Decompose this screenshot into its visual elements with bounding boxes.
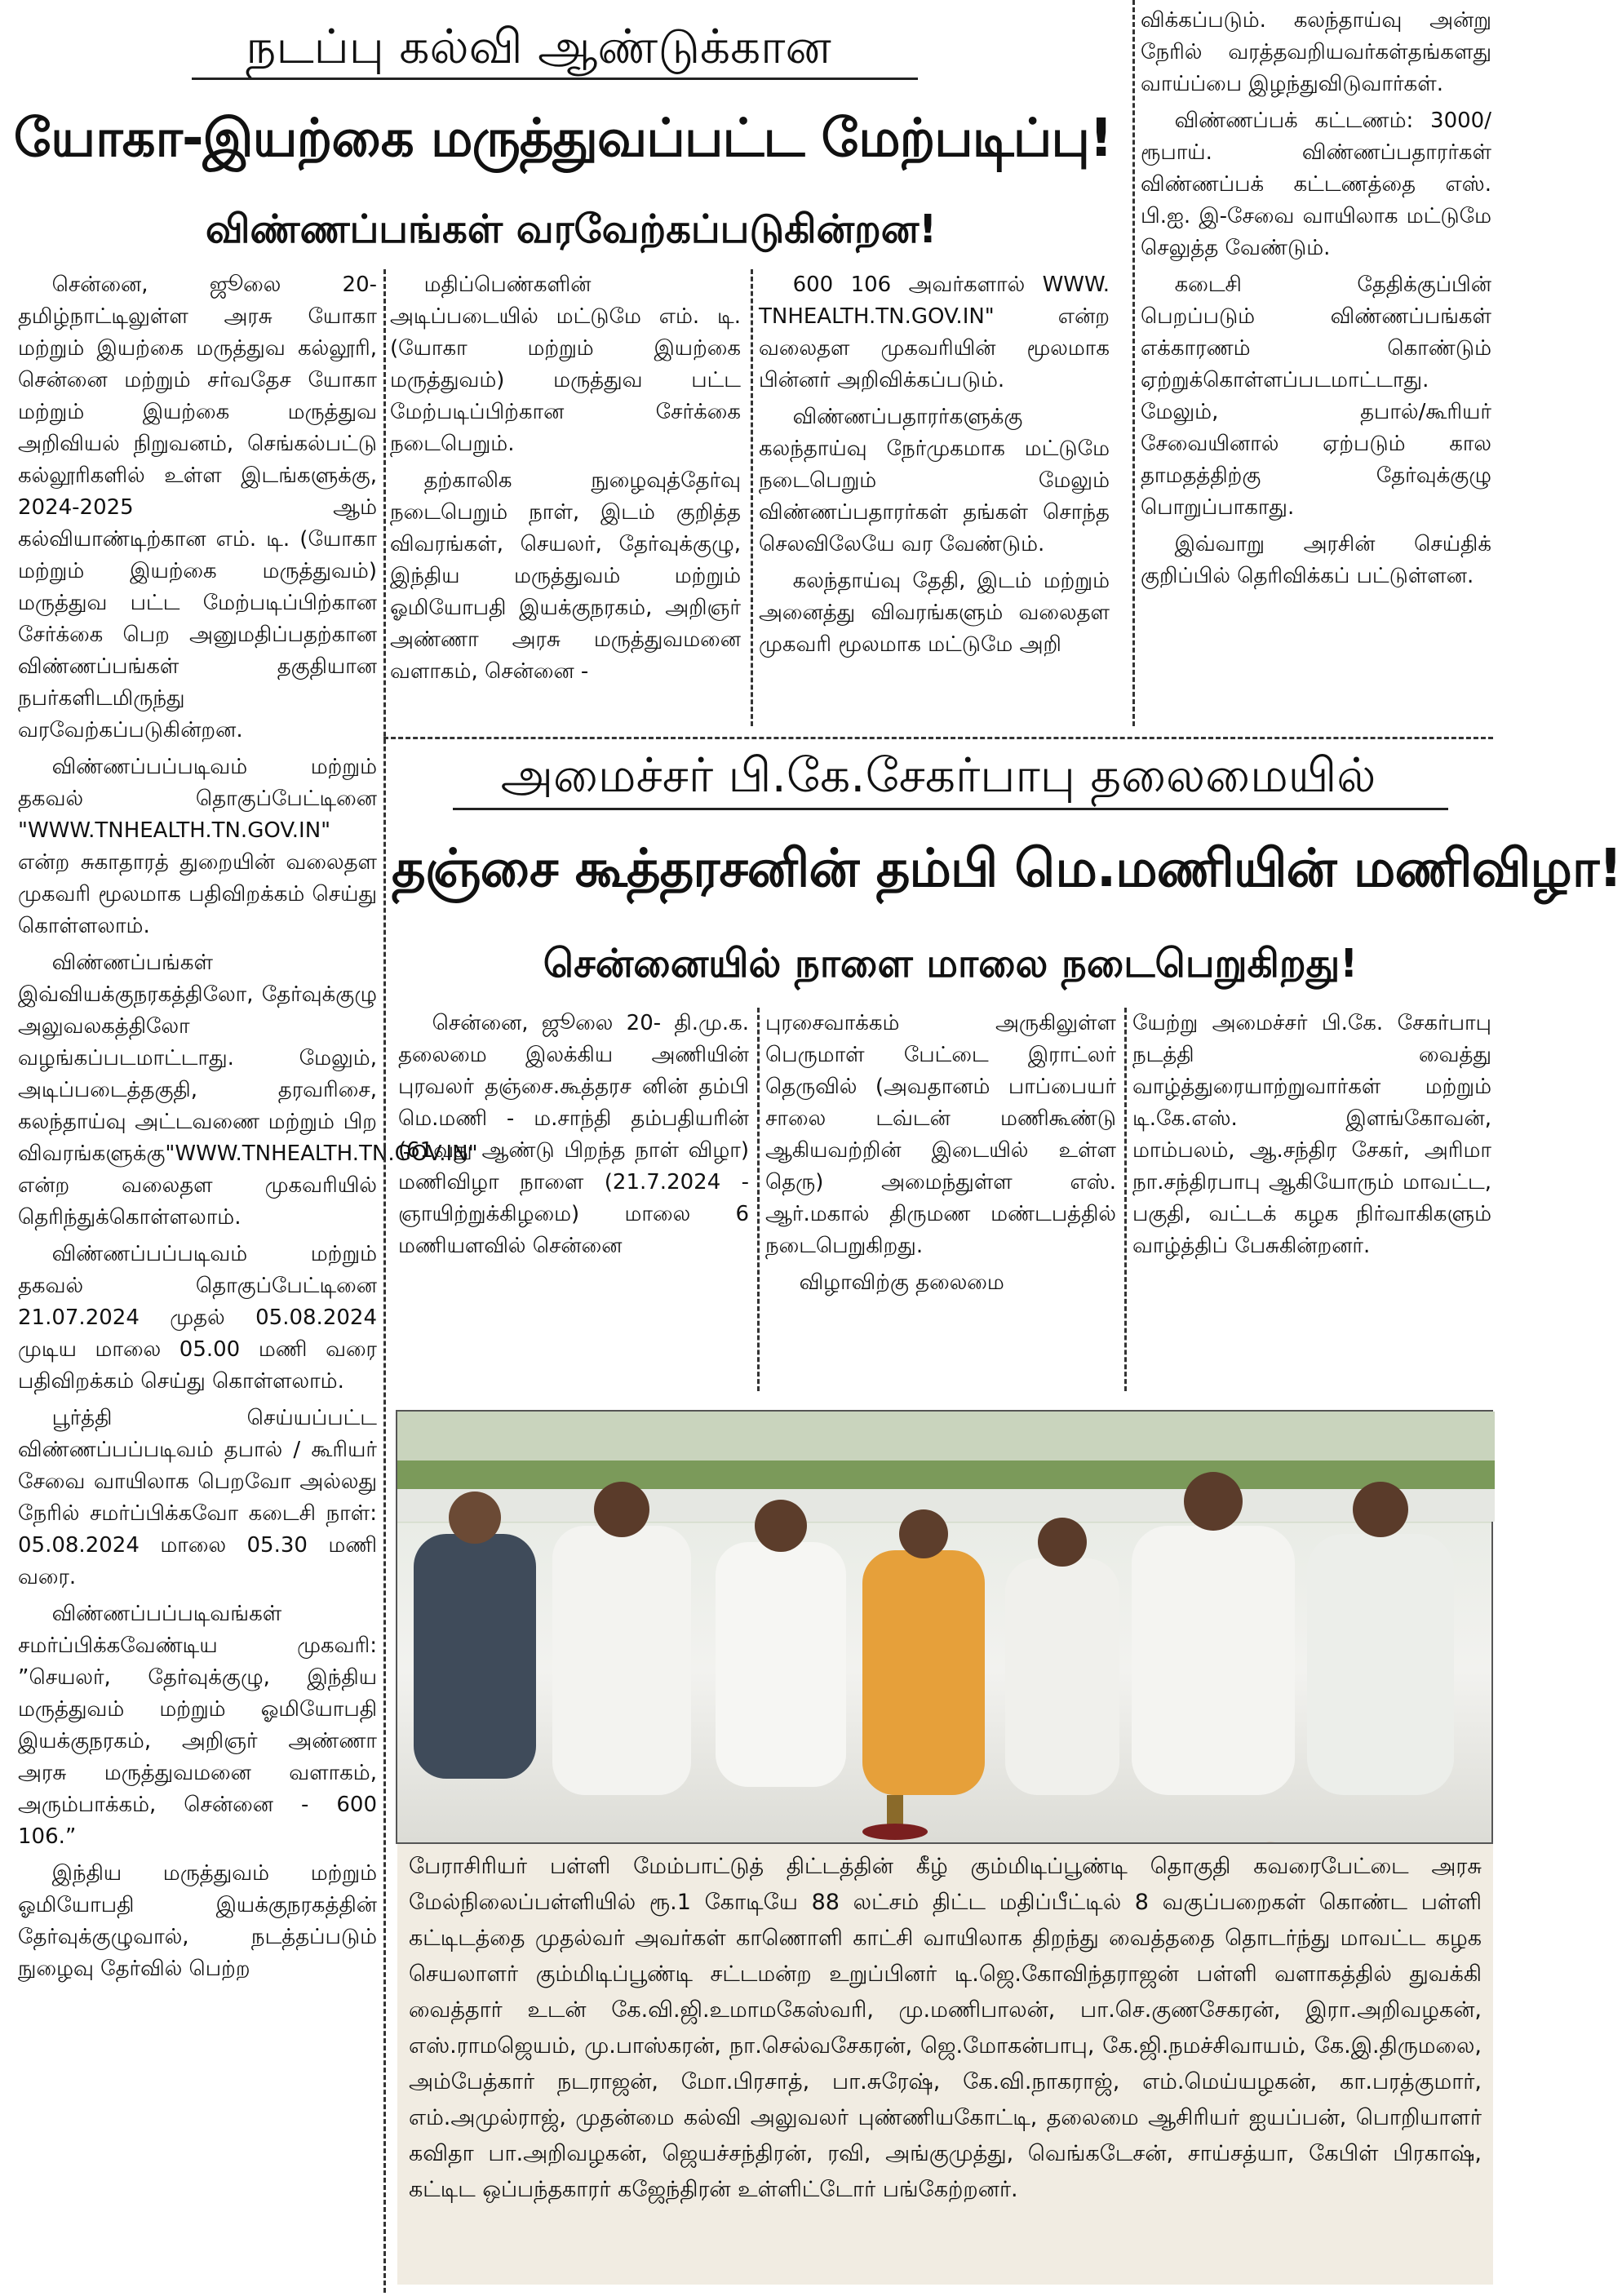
kicker-rule xyxy=(192,78,918,80)
article2-headline: தஞ்சை கூத்தரசனின் தம்பி மெ.மணியின் மணிவிழா! xyxy=(392,839,1622,899)
column-divider xyxy=(1132,0,1135,726)
column-divider xyxy=(757,1008,760,1391)
article1-column-3 xyxy=(759,269,1110,726)
article1-headline: யோகா-இயற்கை மருத்துவப்பட்ட மேற்படிப்பு! xyxy=(13,109,1113,169)
paragraph: தற்காலிக நுழைவுத்தேர்வு நடைபெறும் நாள், இடம் குறித்த விவரங்கள், செயலர், தேர்வுக்குழு, இந்திய மருத்துவம் மற்றும் ஓமியோபதி இயக்குநரகம், அறிஞர் அண்ணா அரசு மருத்துவமனை வளாகம், சென்னை - xyxy=(390,468,741,684)
paragraph: விக்கப்படும். கலந்தாய்வு அன்று நேரில் வரத்தவறியவர்கள்தங்களது வாய்ப்பை இழந்துவிடுவார்கள். xyxy=(1141,8,1491,96)
article2-column-2 xyxy=(765,1008,1116,1399)
paragraph: மதிப்பெண்களின் அடிப்படையில் மட்டுமே எம். டி. (யோகா மற்றும் இயற்கை மருத்துவம்) மருத்துவ பட்ட மேற்படிப்பிற்கான சேர்க்கை நடைபெறும். xyxy=(390,273,741,456)
paragraph: விண்ணப்பப்படிவம் மற்றும் தகவல் தொகுப்பேட்டினை 21.07.2024 முதல் 05.08.2024 முடிய மாலை 05.00 மணி வரை பதிவிறக்கம் செய்து கொள்ளலாம். xyxy=(18,1242,377,1394)
paragraph: சென்னை, ஜூலை 20- தி.மு.க. தலைமை இலக்கிய அணியின் புரவலர் தஞ்சை.கூத்தரச னின் தம்பி மெ.மணி - ம.சாந்தி தம்பதியரின் (61வது ஆண்டு பிறந்த நாள் விழா) மணிவிழா நாளை (21.7.2024 - ஞாயிற்றுக்கிழமை) மாலை 6 மணியளவில் சென்னை xyxy=(398,1011,749,1258)
paragraph: விழாவிற்கு தலைமை xyxy=(799,1270,1004,1295)
article1-subhead: விண்ணப்பங்கள் வரவேற்கப்படுகின்றன! xyxy=(205,206,937,252)
column-divider xyxy=(1124,1008,1127,1391)
paragraph: சென்னை, ஜூலை 20- தமிழ்நாட்டிலுள்ள அரசு யோகா மற்றும் இயற்கை மருத்துவ கல்லூரி, சென்னை மற்றும் சர்வதேச யோகா மற்றும் இயற்கை மருத்துவ அறிவியல் நிறுவனம், செங்கல்பட்டு கல்லூரிகளில் உள்ள இடங்களுக்கு, 2024-2025 ஆம் கல்வியாண்டிற்கான எம். டி. (யோகா மற்றும் இயற்கை மருத்துவம்) மருத்துவ பட்ட மேற்படிப்பிற்கான சேர்க்கை பெற அனுமதிப்பதற்கான விண்ணப்பங்கள் தகுதியான நபர்களிடமிருந்து வரவேற்கப்படுகின்றன. xyxy=(18,273,377,742)
paragraph: யேற்று அமைச்சர் பி.கே. சேகர்பாபு நடத்தி வைத்து வாழ்த்துரையாற்றுவார்கள் மற்றும் டி.கே.எஸ். இளங்கோவன், மாம்பலம், ஆ.சந்திர சேகர், அரிமா நா.சந்திரபாபு ஆகியோரும் மாவட்ட, பகுதி, வட்டக் கழக நிர்வாகிகளும் வாழ்த்திப் பேசுகின்றனர். xyxy=(1132,1011,1491,1258)
event-photo xyxy=(396,1410,1493,1844)
column-divider xyxy=(751,269,753,726)
paragraph: புரசைவாக்கம் அருகிலுள்ள பெருமாள் பேட்டை இராட்லர் தெருவில் (அவதானம் பாப்பையர் சாலை டவ்டன் மணிகூண்டு ஆகியவற்றின் இடையில் உள்ள தெரு) அமைந்துள்ள எஸ். ஆர்.மகால் திருமண மண்டபத்தில் நடைபெறுகிறது. xyxy=(765,1011,1116,1258)
kicker-rule xyxy=(453,808,1448,810)
photo-caption: பேராசிரியர் பள்ளி மேம்பாட்டுத் திட்டத்தின் கீழ் கும்மிடிப்பூண்டி தொகுதி கவரைபேட்டை அரசு மேல்நிலைப்பள்ளியில் ரூ.1 கோடியே 88 லட்சம் திட்ட மதிப்பீட்டில் 8 வகுப்பறைகள் கொண்ட பள்ளி கட்டிடத்தை முதல்வர் அவர்கள் காணொளி காட்சி வாயிலாக திறந்து வைத்ததை தொடர்ந்து மாவட்ட கழக செயலாளர் கும்மிடிப்பூண்டி சட்டமன்ற உறுப்பினர் டி.ஜெ.கோவிந்தராஜன் பள்ளி வளாகத்தில் துவக்கி வைத்தார் உடன் கே.வி.ஜி.உமாமகேஸ்வரி, மு.மணிபாலன், பா.செ.குணசேகரன், இரா.அறிவழகன், எஸ்.ராமஜெயம், மு.பாஸ்கரன், நா.செல்வசேகரன், ஜெ.மோகன்பாபு, கே.ஜி.நமச்சிவாயம், கே.இ.திருமலை, அம்பேத்கார் நடராஜன், மோ.பிரசாத், பா.சுரேஷ், கே.வி.நாகராஜ், எம்.மெய்யழகன், கா.பரத்குமார், எம்.அமுல்ராஜ், முதன்மை கல்வி அலுவலர் புண்ணியகோட்டி, தலைமை ஆசிரியர் ஐயப்பன், பொறியாளர் கவிதா பா.அறிவழகன், ஜெயச்சந்திரன், ரவி, அங்குமுத்து, வெங்கடேசன், சாய்சத்யா, கேபிள் பிரகாஷ், கட்டிட ஒப்பந்தகாரர் கஜேந்திரன் உள்ளிட்டோர் பங்கேற்றனர். xyxy=(397,1844,1493,2285)
paragraph: கடைசி தேதிக்குப்பின் பெறப்படும் விண்ணப்பங்கள் எக்காரணம் கொண்டும் ஏற்றுக்கொள்ளப்படமாட்டாது. மேலும், தபால்/கூரியர் சேவையினால் ஏற்படும் கால தாமதத்திற்கு தேர்வுக்குழு பொறுப்பாகாது. xyxy=(1141,273,1491,520)
article2-kicker: அமைச்சர் பி.கே.சேகர்பாபு தலைமையில் xyxy=(500,747,1376,803)
article1-column-2 xyxy=(390,269,741,726)
paragraph: இந்திய மருத்துவம் மற்றும் ஓமியோபதி இயக்குநரகத்தின் தேர்வுக்குழுவால், நடத்தப்படும் நுழைவு தேர்வில் பெற்ற xyxy=(18,1861,377,1981)
article1-column-1 xyxy=(18,269,478,2293)
paragraph: விண்ணப்பக் கட்டணம்: 3000/ ரூபாய். விண்ணப்பதாரர்கள் விண்ணப்பக் கட்டணத்தை எஸ். பி.ஐ. இ-சேவை வாயிலாக மட்டுமே செலுத்த வேண்டும். xyxy=(1141,109,1491,260)
column-divider xyxy=(383,269,386,2293)
event-photo-illustration xyxy=(397,1412,1495,1846)
paragraph: கலந்தாய்வு தேதி, இடம் மற்றும் அனைத்து விவரங்களும் வலைதள முகவரி மூலமாக மட்டுமே அறி xyxy=(759,569,1110,657)
paragraph: பூர்த்தி செய்யப்பட்ட விண்ணப்பப்படிவம் தபால் / கூரியர் சேவை வாயிலாக பெறவோ அல்லது நேரில் சமர்ப்பிக்கவோ கடைசி நாள்: 05.08.2024 மாலை 05.30 மணி வரை. xyxy=(18,1406,377,1589)
article2-subhead: சென்னையில் நாளை மாலை நடைபெறுகிறது! xyxy=(543,941,1358,986)
paragraph: விண்ணப்பதாரர்களுக்கு கலந்தாய்வு நேர்முகமாக மட்டுமே நடைபெறும் மேலும் விண்ணப்பதாரர்கள் தங்கள் சொந்த செலவிலேயே வர வேண்டும். xyxy=(759,405,1110,556)
paragraph: விண்ணப்பப்படிவங்கள் சமர்ப்பிக்கவேண்டிய முகவரி: ”செயலர், தேர்வுக்குழு, இந்திய மருத்துவம் மற்றும் ஓமியோபதி இயக்குநரகம், அறிஞர் அண்ணா அரசு மருத்துவமனை வளாகம், அரும்பாக்கம், சென்னை - 600 106.” xyxy=(18,1602,377,1849)
paragraph: விண்ணப்பங்கள் இவ்வியக்குநரகத்திலோ, தேர்வுக்குழு அலுவலகத்திலோ வழங்கப்படமாட்டாது. மேலும், அடிப்படைத்தகுதி, தரவரிசை, கலந்தாய்வு அட்டவணை மற்றும் பிற விவரங்களுக்கு"WWW.TNHEALTH.TN.GOV.IN" என்ற வலைதள முகவரியில் தெரிந்துக்கொள்ளலாம். xyxy=(18,951,478,1230)
article1-column-4 xyxy=(1141,5,1491,726)
article1-kicker: நடப்பு கல்வி ஆண்டுக்கான xyxy=(246,19,831,74)
paragraph: 600 106 அவர்களால் WWW. TNHEALTH.TN.GOV.IN" என்ற வலைதள முகவரியின் மூலமாக பின்னர் அறிவிக்கப்படும். xyxy=(759,273,1110,392)
article2-column-3 xyxy=(1132,1008,1491,1399)
article-divider xyxy=(383,737,1493,739)
article2-column-1 xyxy=(398,1008,749,1399)
paragraph: விண்ணப்பப்படிவம் மற்றும் தகவல் தொகுப்பேட்டினை "WWW.TNHEALTH.TN.GOV.IN" என்ற சுகாதாரத் துறையின் வலைதள முகவரி மூலமாக பதிவிறக்கம் செய்து கொள்ளலாம். xyxy=(18,755,377,938)
paragraph: இவ்வாறு அரசின் செய்திக் குறிப்பில் தெரிவிக்கப் பட்டுள்ளன. xyxy=(1141,532,1491,588)
